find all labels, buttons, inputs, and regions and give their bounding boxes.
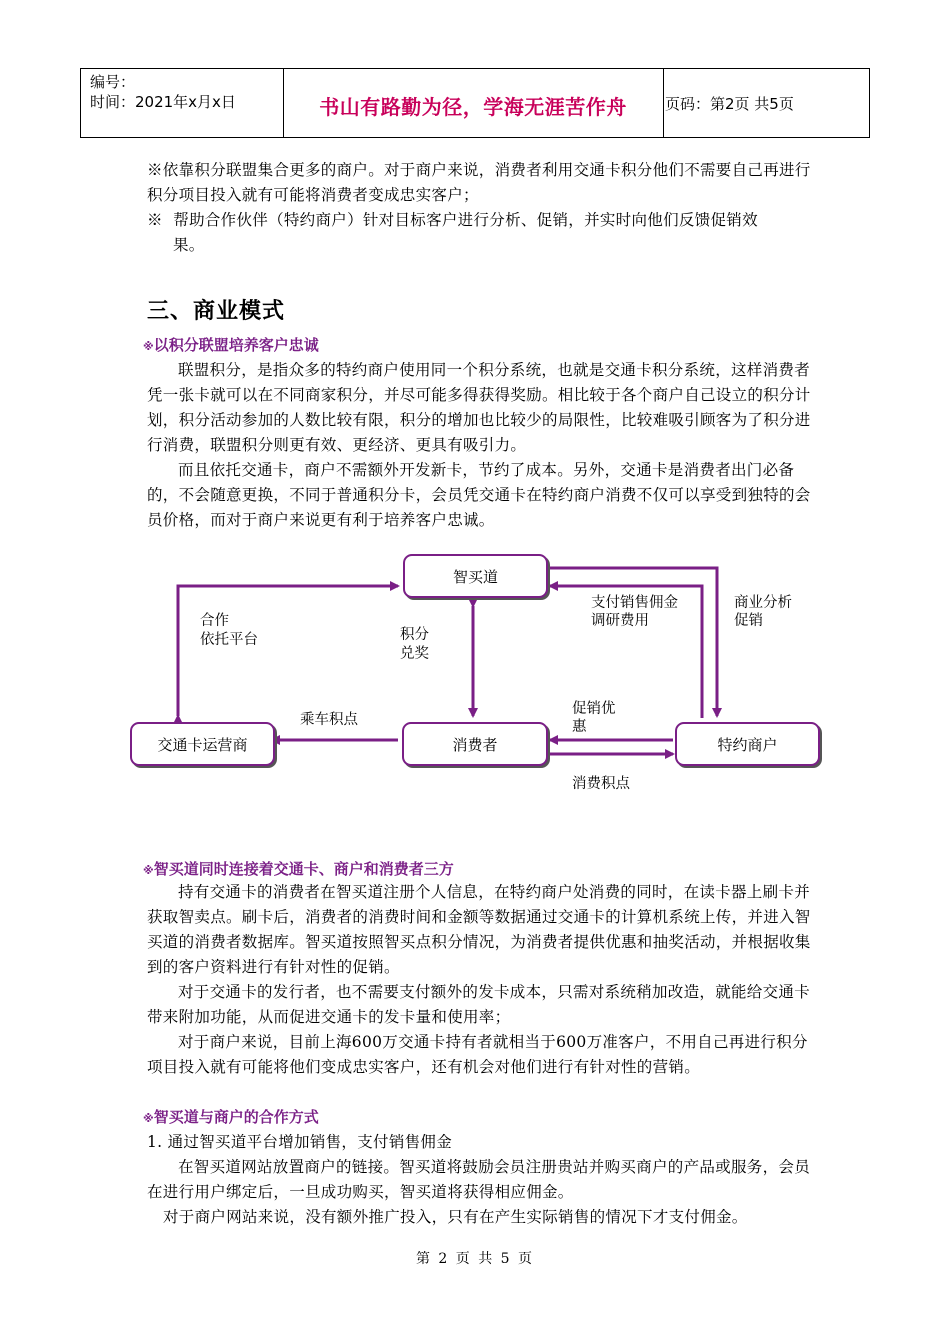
sub3-paragraph-2: 对于商户网站来说，没有额外推广投入，只有在产生实际销售的情况下才支付佣金。 [163,1208,748,1226]
page-footer: 第 2 页 共 5 页 [415,1251,535,1267]
sub2-paragraph-1: 持有交通卡的消费者在智买道注册个人信息，在特约商户处消费的同时，在读卡器上刷卡并获取智卖点。刷卡后，消费者的消费时间和金额等数据通过交通卡的计算机系统上传，并进入智买道的消费者数据库。智买道按照智买点积分情况，为消费者提供优惠和抽奖活动，并根据收集到的客户资料进行有针对性的促销。 [147,883,811,976]
intro-paragraph-2-text: 帮助合作伙伴（特约商户）针对目标客户进行分析、促销，并实时向他们反馈促销效 [173,211,758,229]
sub1-paragraph-1: 联盟积分，是指众多的特约商户使用同一个积分系统，也就是交通卡积分系统，这样消费者凭一张卡就可以在不同商家积分，并尽可能多得获得奖励。相比较于各个商户自己设立的积分计划，积分活动参加的人数比较有限，积分的增加也比较少的局限性，比较难吸引顾客为了积分进行消费，联盟积分则更有效、更经济、更具有吸引力。 [147,361,811,454]
bullet-mark-icon: ※ [143,1112,154,1125]
label-analysis: 商业分析 [734,595,792,611]
sub3-paragraph-1: 在智买道网站放置商户的链接。智买道将鼓励会员注册贵站并购买商户的产品或服务，会员在进行用户绑定后，一旦成功购买，智买道将获得相应佣金。 [147,1158,811,1201]
label-platform: 依托平台 [200,632,258,648]
subheading-1 [143,334,319,355]
subheading-2-text: 智买道同时连接着交通卡、商户和消费者三方 [153,860,454,878]
sub3-list-item-1: 1. 通过智买道平台增加销售，支付销售佣金 [147,1133,453,1151]
header-page-label: 页码：第2页 共5页 [665,95,794,113]
label-consume-points: 消费积点 [572,776,630,792]
reference-mark: ※ [147,211,163,229]
label-research-fee: 调研费用 [591,613,649,629]
label-promotion: 促销 [734,613,763,629]
page-header [80,68,870,138]
label-promo-discount-2: 惠 [572,719,587,735]
node-card-operator: 交通卡运营商 [130,722,275,766]
arrow-analysis-promotion [548,568,717,716]
label-redeem: 兑奖 [400,646,429,662]
intro-paragraph-2 [147,208,812,258]
sub2-paragraph-2: 对于交通卡的发行者，也不需要支付额外的发卡成本，只需对系统稍加改造，就能给交通卡带来附加功能，从而促进交通卡的发卡量和使用率； [147,983,811,1026]
section-title: 三、商业模式 [147,299,286,324]
label-cooperate: 合作 [200,613,229,629]
node-zhimaidao: 智买道 [403,554,548,598]
subheading-1-text: 以积分联盟培养客户忠诚 [153,336,319,354]
business-model-diagram [120,548,840,808]
label-promo-discount-1: 促销优 [572,701,616,717]
header-motto: 书山有路勤为径，学海无涯苦作舟 [319,95,627,119]
node-merchant: 特约商户 [675,722,820,766]
document-time-label: 时间：2021年x月x日 [90,93,236,111]
label-pay-commission: 支付销售佣金 [591,595,678,611]
intro-paragraph-1: ※依靠积分联盟集合更多的商户。对于商户来说，消费者利用交通卡积分他们不需要自己再进行积分项目投入就有可能将消费者变成忠实客户； [147,161,811,204]
bullet-mark-icon: ※ [143,864,154,877]
label-ride-points: 乘车积点 [300,712,358,728]
document-number-label: 编号： [90,73,136,91]
bullet-mark-icon: ※ [143,340,154,353]
arrow-operator-zhimaidao [178,586,398,716]
subheading-3 [143,1106,319,1127]
subheading-3-text: 智买道与商户的合作方式 [153,1108,319,1126]
subheading-2 [143,858,454,879]
label-points: 积分 [400,627,429,643]
node-consumer: 消费者 [402,722,548,766]
sub2-paragraph-3: 对于商户来说，目前上海600万交通卡持有者就相当于600万准客户，不用自己再进行积分项目投入就有可能将他们变成忠实客户，还有机会对他们进行有针对性的营销。 [147,1033,808,1076]
intro-paragraph-2-cont: 果。 [173,236,205,254]
sub1-paragraph-2: 而且依托交通卡，商户不需额外开发新卡，节约了成本。另外，交通卡是消费者出门必备的，不会随意更换，不同于普通积分卡，会员凭交通卡在特约商户消费不仅可以享受到独特的会员价格，而对于商户来说更有利于培养客户忠诚。 [147,461,811,529]
